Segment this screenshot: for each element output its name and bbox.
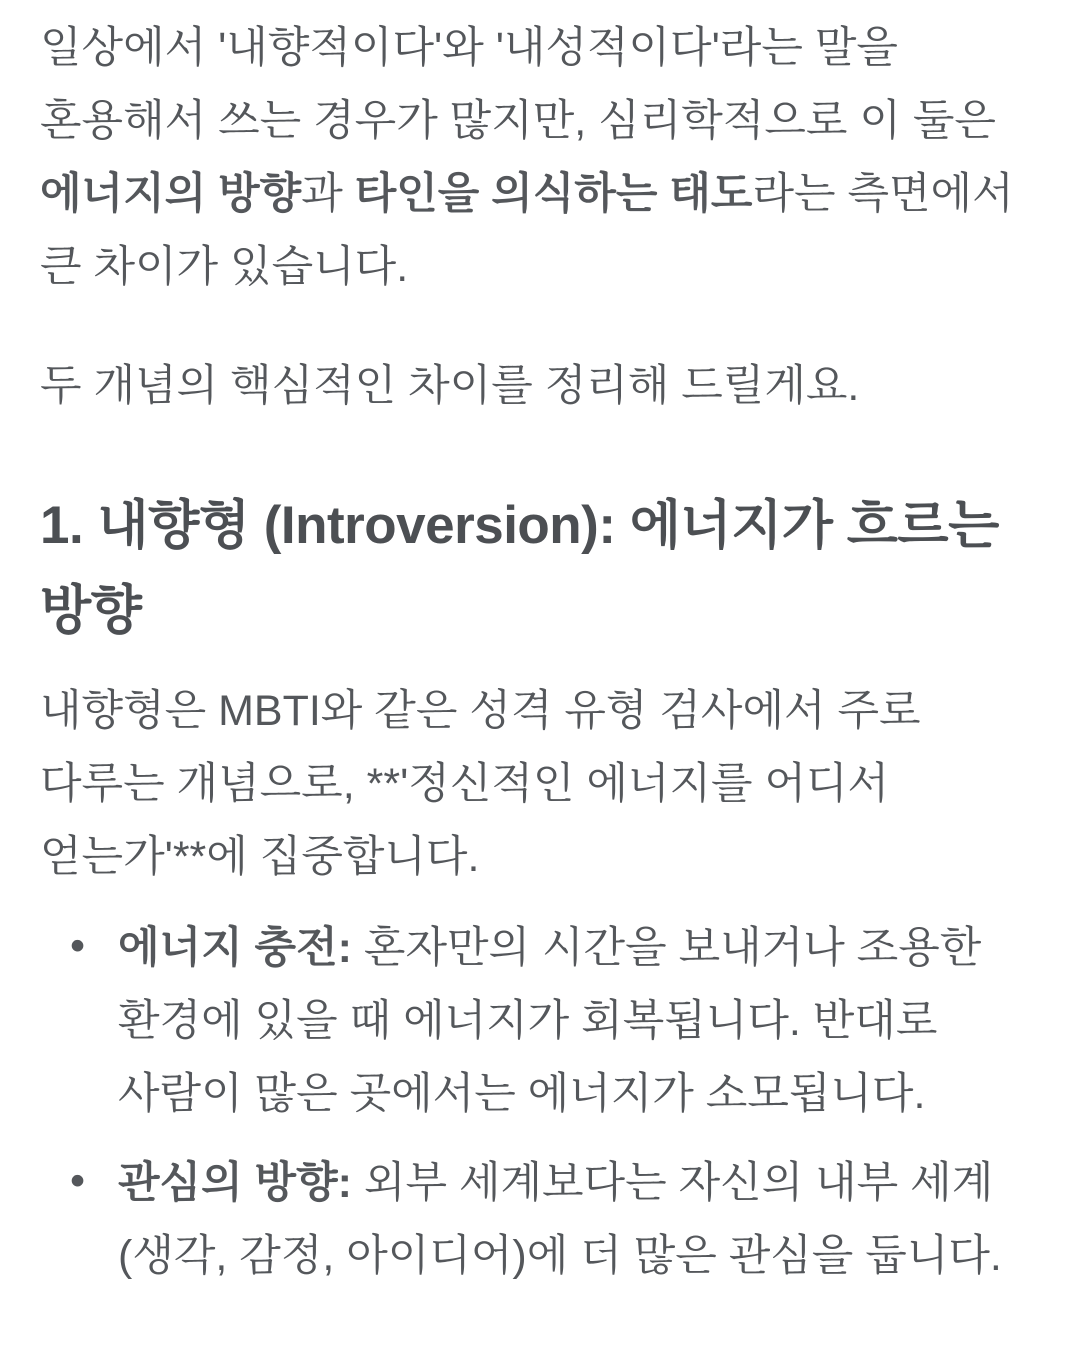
intro-text-3: 라는 측면에서 큰 차이가 있습니다.: [40, 170, 1014, 291]
intro-text-2: 과: [301, 170, 355, 218]
list-item-direction-of-interest: [40, 1147, 1040, 1293]
list-item-label: 에너지 충전:: [118, 924, 352, 972]
list-item-label: 관심의 방향:: [118, 1159, 352, 1207]
bullet-list: [40, 912, 1040, 1293]
paragraph-summary: 두 개념의 핵심적인 차이를 정리해 드릴게요.: [40, 362, 860, 410]
paragraph-introversion-body: 내향형은 MBTI와 같은 성격 유형 검사에서 주로 다루는 개념으로, **'정신적인 에너지를 어디서 얻는가'**에 집중합니다.: [40, 687, 921, 881]
list-item-text: 외부 세계보다는 자신의 내부 세계(생각, 감정, 아이디어)에 더 많은 관심을 둡니다.: [118, 1159, 1002, 1280]
intro-text-1: 일상에서 '내향적이다'와 '내성적이다'라는 말을 혼용해서 쓰는 경우가 많지만, 심리학적으로 이 둘은: [40, 24, 996, 145]
intro-bold-attitude: 타인을 의식하는 태도: [354, 170, 753, 218]
intro-bold-energy-direction: 에너지의 방향: [40, 170, 302, 218]
bullet-dot-icon: •: [70, 922, 86, 970]
list-item-text: 혼자만의 시간을 보내거나 조용한 환경에 있을 때 에너지가 회복됩니다. 반대로 사람이 많은 곳에서는 에너지가 소모됩니다.: [118, 924, 982, 1118]
bullet-dot-icon: •: [70, 1157, 86, 1205]
list-item-energy-charge: [40, 912, 1040, 1131]
section-heading-introversion: 1. 내향형 (Introversion): 에너지가 흐르는 방향: [40, 496, 999, 640]
paragraph-intro: [40, 12, 1040, 304]
